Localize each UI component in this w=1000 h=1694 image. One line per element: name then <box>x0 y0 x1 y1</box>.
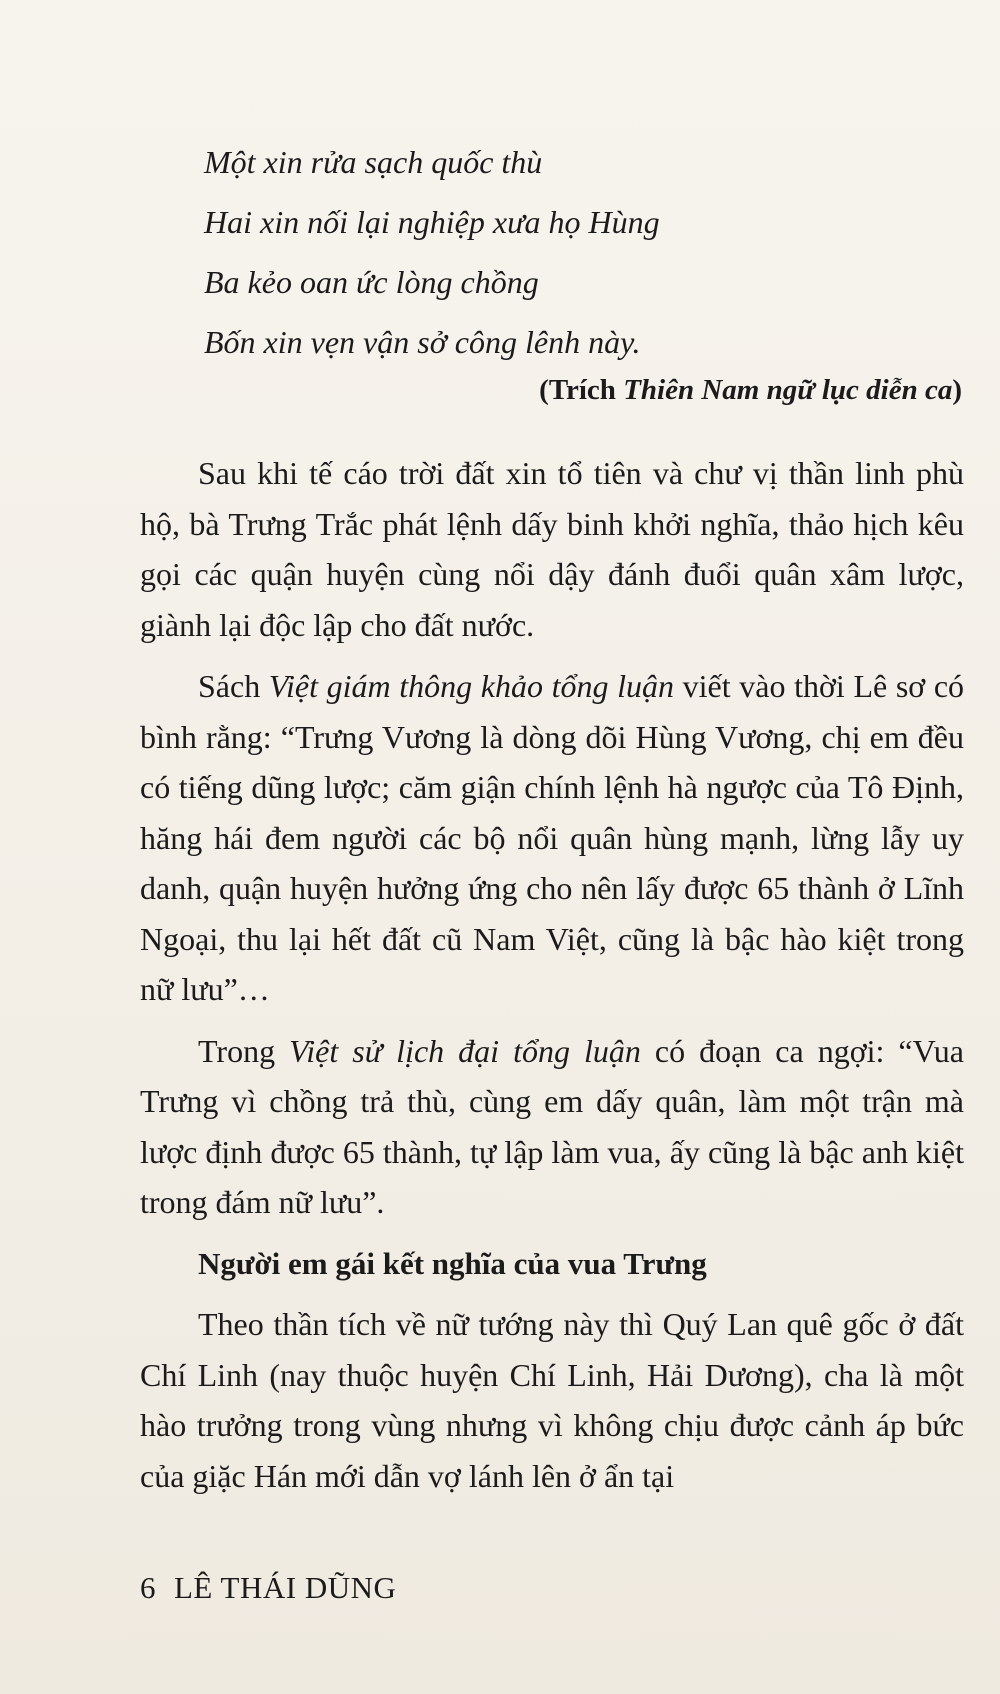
body-text <box>140 448 964 1512</box>
poem-citation <box>539 374 962 407</box>
citation-suffix: ) <box>952 374 962 406</box>
citation-title: Thiên Nam ngữ lục diễn ca <box>623 374 953 406</box>
poem-block <box>204 132 964 372</box>
paragraph-3 <box>140 1026 964 1228</box>
paragraph-3-book-title: Việt sử lịch đại tổng luận <box>289 1032 641 1069</box>
poem-line-2: Hai xin nối lại nghiệp xưa họ Hùng <box>204 204 660 240</box>
author-name: LÊ THÁI DŨNG <box>174 1570 397 1605</box>
poem-line-4: Bốn xin vẹn vận sở công lênh này. <box>204 324 641 360</box>
section-heading: Người em gái kết nghĩa của vua Trưng <box>198 1245 707 1281</box>
paragraph-3-rest: có đoạn ca ngợi: “Vua Trưng vì chồng trả thù, cùng em dấy quân, làm một trận mà lược định được 65 thành, tự lập làm vua, ấy cũng là bậc anh kiệt trong đám nữ lưu”. <box>140 1032 965 1220</box>
poem-line-3: Ba kẻo oan ức lòng chồng <box>204 264 539 300</box>
paragraph-2-lead: Sách <box>198 668 269 704</box>
paragraph-2-rest: viết vào thời Lê sơ có bình rằng: “Trưng Vương là dòng dõi Hùng Vương, chị em đều có tiếng dũng lược; căm giận chính lệnh hà ngược của Tô Định, hăng hái đem người các bộ nổi quân hùng mạnh, lừng lẫy uy danh, quận huyện hưởng ứng cho nên lấy được 65 thành ở Lĩnh Ngoại, thu lại hết đất cũ Nam Việt, cũng là bậc hào kiệt trong nữ lưu”… <box>140 668 965 1007</box>
paragraph-3-lead: Trong <box>198 1032 290 1069</box>
paragraph-4: Theo thần tích về nữ tướng này thì Quý Lan quê gốc ở đất Chí Linh (nay thuộc huyện Chí Linh, Hải Dương), cha là một hào trưởng trong vùng nhưng vì không chịu được cảnh áp bức của giặc Hán mới dẫn vợ lánh lên ở ẩn tại <box>140 1306 964 1494</box>
poem-line-1: Một xin rửa sạch quốc thù <box>204 144 543 180</box>
page-footer <box>140 1570 414 1606</box>
page-number: 6 <box>140 1570 156 1605</box>
paragraph-2-book-title: Việt giám thông khảo tổng luận <box>268 668 675 704</box>
paragraph-2 <box>140 661 964 1015</box>
paragraph-1: Sau khi tế cáo trời đất xin tổ tiên và chư vị thần linh phù hộ, bà Trưng Trắc phát lệnh dấy binh khởi nghĩa, thảo hịch kêu gọi các quận huyện cùng nổi dậy đánh đuổi quân xâm lược, giành lại độc lập cho đất nước. <box>140 455 964 643</box>
citation-prefix: (Trích <box>539 374 624 406</box>
